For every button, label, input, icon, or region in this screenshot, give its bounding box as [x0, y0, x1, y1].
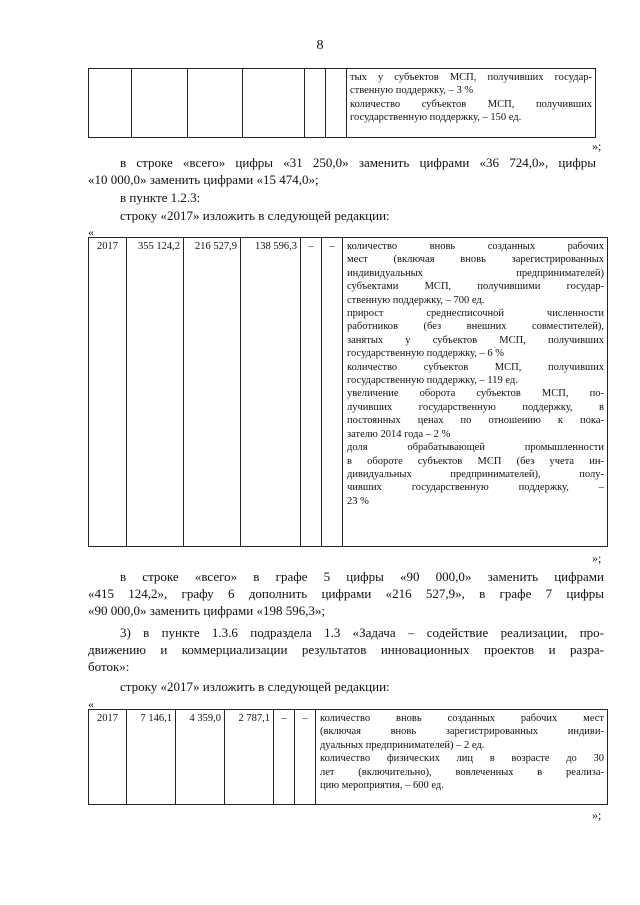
indicator-line: дивидуальных предпринимателей), полу-: [347, 468, 604, 480]
table-cell: [243, 69, 305, 138]
indicator-line: (включая вновь зарегистрированных индиви-: [320, 726, 604, 738]
paragraph-line: в строке «всего» в графе 5 цифры «90 000,0» заменить цифрами: [120, 569, 604, 584]
close-quote: »;: [592, 139, 602, 153]
paragraph-line: движению и коммерциализации результатов инновационных проектов и разра-: [88, 642, 604, 657]
table-cell: [305, 69, 326, 138]
indicator-line: чивших государственную поддержку, –: [347, 482, 604, 494]
paragraph-line: 3) в пункте 1.3.6 подраздела 1.3 «Задача – содействие реализации, про-: [120, 625, 604, 640]
indicator-line: занятых у субъектов МСП, получивших: [347, 334, 604, 346]
table-row: [89, 710, 608, 805]
indicator-line: зателю 2014 года – 2 %: [347, 428, 451, 440]
indicator-cell: [316, 710, 608, 805]
paragraph-line: в строке «всего» цифры «31 250,0» заменить цифрами «36 724,0», цифры: [120, 155, 596, 170]
indicator-line: лучивших государственную поддержку, в: [347, 401, 604, 413]
table-row: [89, 238, 608, 547]
value-cell: –: [274, 710, 295, 805]
value-cell: 4 359,0: [176, 710, 225, 805]
value-cell: –: [301, 238, 322, 547]
page-number: 8: [316, 38, 324, 53]
indicator-line: прирост среднесписочной численности: [347, 308, 604, 320]
paragraph: строку «2017» изложить в следующей редакции:: [120, 208, 390, 223]
paragraph-line: «10 000,0» заменить цифрами «15 474,0»;: [88, 172, 319, 187]
indicator-line: доля обрабатывающей промышленности: [347, 442, 604, 454]
indicator-line: в обороте субъектов МСП (без учета ин-: [347, 455, 604, 467]
indicator-line: лет (включительно), вовлеченных в реализа-: [320, 766, 604, 778]
top-table: [88, 68, 596, 138]
indicator-line: мест (включая вновь зарегистрированных: [347, 254, 604, 266]
indicator-line: количество вновь созданных рабочих: [347, 241, 604, 252]
indicator-line: количество физических лиц в возрасте до 30: [320, 753, 604, 765]
paragraph-line: «90 000,0» заменить цифрами «198 596,3»;: [88, 603, 326, 618]
indicator-cell: [343, 238, 608, 547]
indicator-line: государственную поддержку, – 119 ед.: [347, 375, 518, 387]
open-quote: «: [88, 225, 94, 239]
value-cell: –: [295, 710, 316, 805]
indicator-line: цию мероприятия, – 600 ед.: [320, 780, 444, 792]
table-2017-1-2-3: [88, 237, 608, 547]
value-cell: –: [322, 238, 343, 547]
table-cell: [326, 69, 347, 138]
value-cell: 216 527,9: [184, 238, 241, 547]
paragraph: в пункте 1.2.3:: [120, 190, 201, 205]
indicator-line: тых у субъектов МСП, получивших государ-: [350, 72, 592, 83]
indicator-line: государственную поддержку, – 6 %: [347, 348, 504, 360]
year-cell: 2017: [89, 238, 127, 547]
table-2017-1-3-6: [88, 709, 608, 805]
table-cell: [132, 69, 188, 138]
indicator-line: количество субъектов МСП, получивших: [347, 361, 604, 373]
open-quote: «: [88, 697, 94, 711]
paragraph: строку «2017» изложить в следующей редакции:: [120, 679, 390, 694]
paragraph-line: «415 124,2», графу 6 дополнить цифрами «216 527,9», в графе 7 цифры: [88, 586, 604, 601]
indicator-line: количество субъектов МСП, получивших: [350, 98, 592, 110]
indicator-line: ственную поддержку, – 3 %: [350, 85, 474, 97]
indicator-line: индивидуальных предпринимателей): [347, 267, 604, 279]
close-quote: »;: [592, 551, 602, 565]
indicator-line: государственную поддержку, – 150 ед.: [350, 112, 522, 124]
paragraph-line: боток»:: [88, 659, 130, 674]
value-cell: 138 596,3: [241, 238, 301, 547]
indicator-line: субъектами МСП, получившими государ-: [347, 281, 604, 293]
value-cell: 7 146,1: [127, 710, 176, 805]
indicator-line: постоянных ценах по отношению к пока-: [347, 415, 604, 427]
indicator-line: дуальных предпринимателей) – 2 ед.: [320, 739, 485, 751]
table-cell: [89, 69, 132, 138]
year-cell: 2017: [89, 710, 127, 805]
table-cell: [188, 69, 243, 138]
indicator-cell: [347, 69, 596, 138]
close-quote: »;: [592, 808, 602, 822]
value-cell: 355 124,2: [127, 238, 184, 547]
indicator-line: 23 %: [347, 495, 369, 507]
indicator-line: работников (без внешних совместителей),: [347, 321, 604, 333]
value-cell: 2 787,1: [225, 710, 274, 805]
indicator-line: увеличение оборота субъектов МСП, по-: [347, 388, 604, 400]
indicator-line: количество вновь созданных рабочих мест: [320, 713, 604, 724]
indicator-line: ственную поддержку, – 700 ед.: [347, 294, 485, 306]
